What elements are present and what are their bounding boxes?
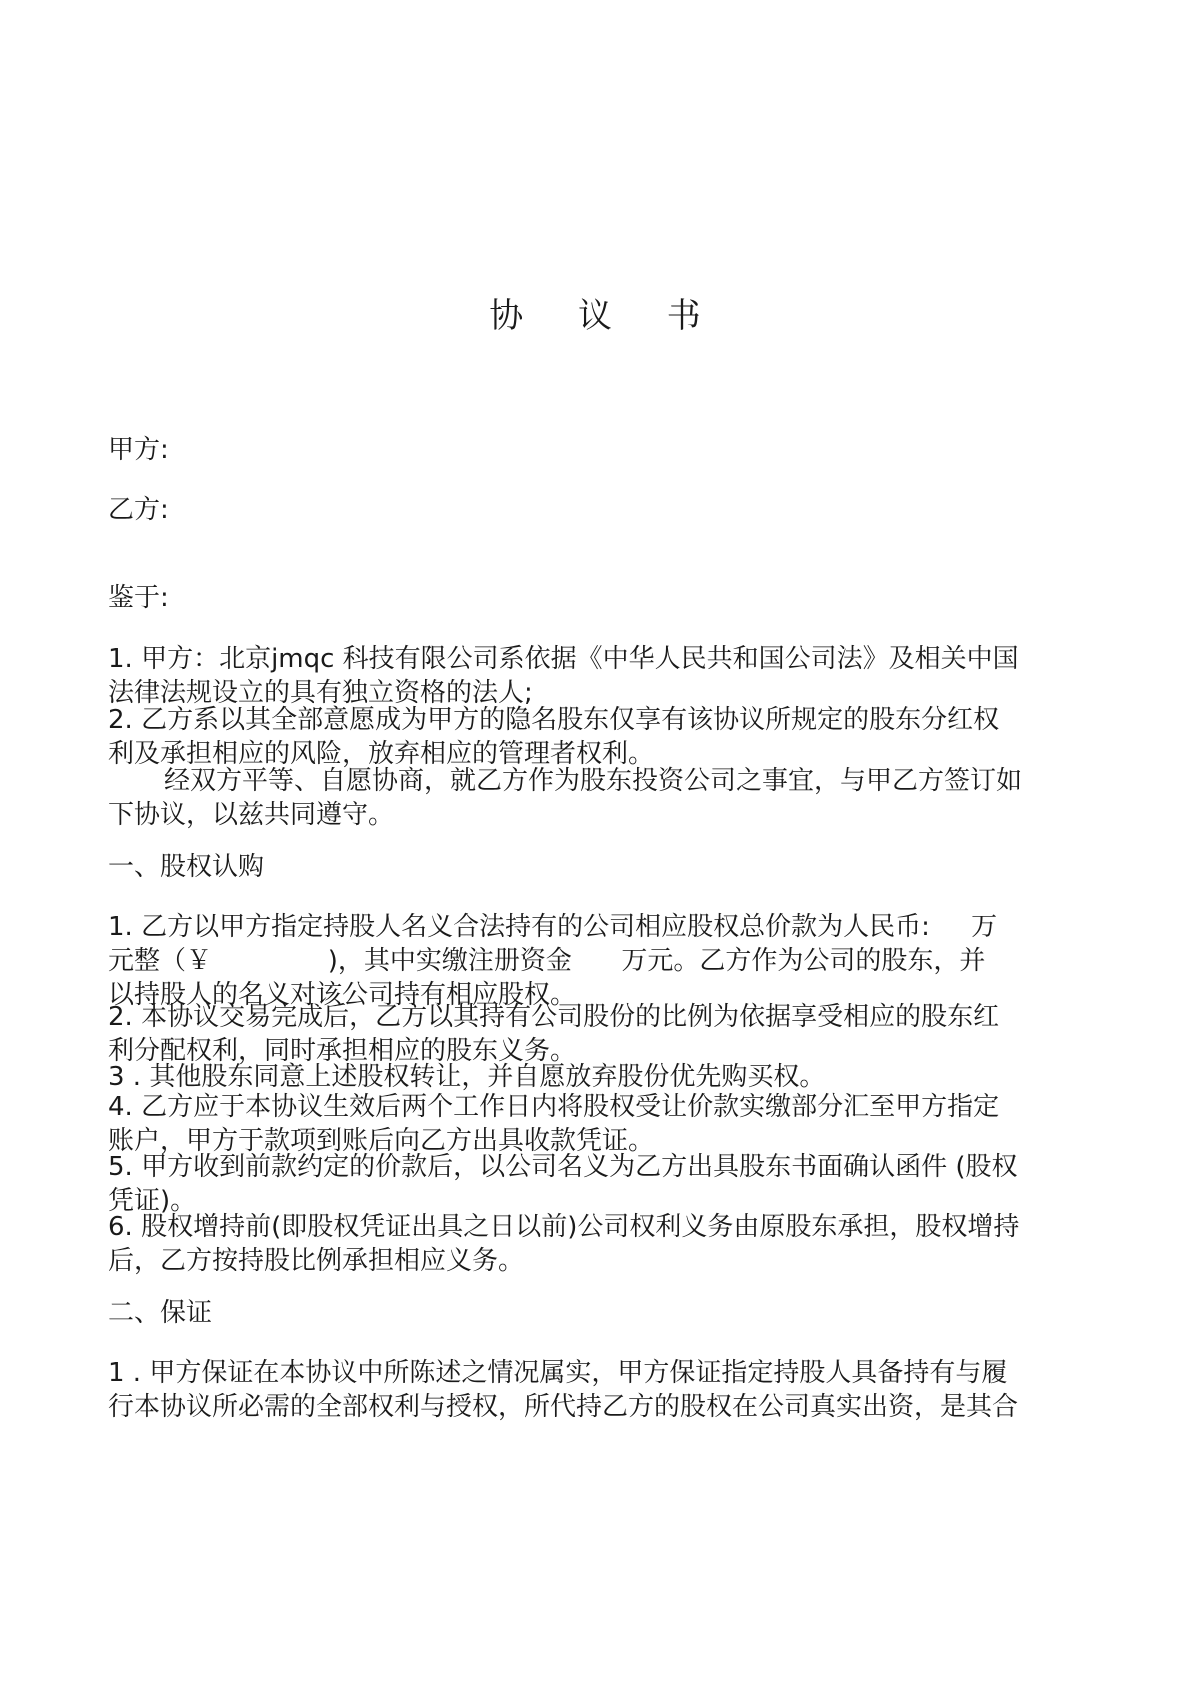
text-line: 2. 乙方系以其全部意愿成为甲方的隐名股东仅享有该协议所规定的股东分红权: [108, 705, 1000, 735]
text-line: 账户，甲方于款项到账后向乙方出具收款凭证。: [108, 1126, 655, 1156]
section-1-item-5: [108, 1150, 1093, 1218]
text-line: 2. 本协议交易完成后，乙方以其持有公司股份的比例为依据享受相应的股东红: [108, 1002, 1000, 1032]
text-line: 1 . 甲方保证在本协议中所陈述之情况属实，甲方保证指定持股人具备持有与履: [108, 1358, 1008, 1388]
section-1-item-3: [108, 1060, 1093, 1094]
section-1-item-4: [108, 1090, 1093, 1158]
text-line: 法律法规设立的具有独立资格的法人;: [108, 678, 533, 708]
section-2-item-1: [108, 1356, 1093, 1424]
section-1-item-2: [108, 1000, 1093, 1068]
text-line: 行本协议所必需的全部权利与授权，所代持乙方的股权在公司真实出资，是其合: [108, 1392, 1019, 1422]
recital-2: [108, 703, 1093, 771]
text-line: 3 . 其他股东同意上述股权转让，并自愿放弃股份优先购买权。: [108, 1062, 826, 1092]
party-b-label: 乙方:: [108, 495, 169, 525]
document-title: 协 议 书: [489, 296, 723, 336]
section-1-heading: 一、股权认购: [108, 852, 265, 882]
text-line: 元整（￥ )，其中实缴注册资金 万元。乙方作为公司的股东，并: [108, 946, 986, 976]
whereas-label: 鉴于:: [108, 583, 169, 613]
text-line: 4. 乙方应于本协议生效后两个工作日内将股权受让价款实缴部分汇至甲方指定: [108, 1092, 1000, 1122]
text-line: 利分配权利，同时承担相应的股东义务。: [108, 1036, 577, 1066]
section-1-item-6: [108, 1210, 1093, 1278]
recital-1: [108, 642, 1093, 710]
text-line: 以持股人的名义对该公司持有相应股权。: [108, 980, 577, 1010]
party-a-label: 甲方:: [108, 435, 169, 465]
text-line: 5. 甲方收到前款约定的价款后，以公司名义为乙方出具股东书面确认函件 (股权: [108, 1152, 1018, 1182]
text-line: 凭证)。: [108, 1186, 197, 1216]
text-line: 1. 乙方以甲方指定持股人名义合法持有的公司相应股权总价款为人民币: 万: [108, 912, 998, 942]
text-line: 1. 甲方：北京jmqc 科技有限公司系依据《中华人民共和国公司法》及相关中国: [108, 644, 1019, 674]
text-line: 利及承担相应的风险，放弃相应的管理者权利。: [108, 739, 655, 769]
intro-paragraph: [108, 764, 1093, 832]
text-line: 后，乙方按持股比例承担相应义务。: [108, 1246, 525, 1276]
text-line: 下协议，以兹共同遵守。: [108, 800, 395, 830]
section-2-heading: 二、保证: [108, 1298, 213, 1328]
text-line: 经双方平等、自愿协商，就乙方作为股东投资公司之事宜，与甲乙方签订如: [164, 766, 1023, 796]
text-line: 6. 股权增持前(即股权凭证出具之日以前)公司权利义务由原股东承担，股权增持: [108, 1212, 1020, 1242]
section-1-item-1: [108, 910, 1093, 1012]
